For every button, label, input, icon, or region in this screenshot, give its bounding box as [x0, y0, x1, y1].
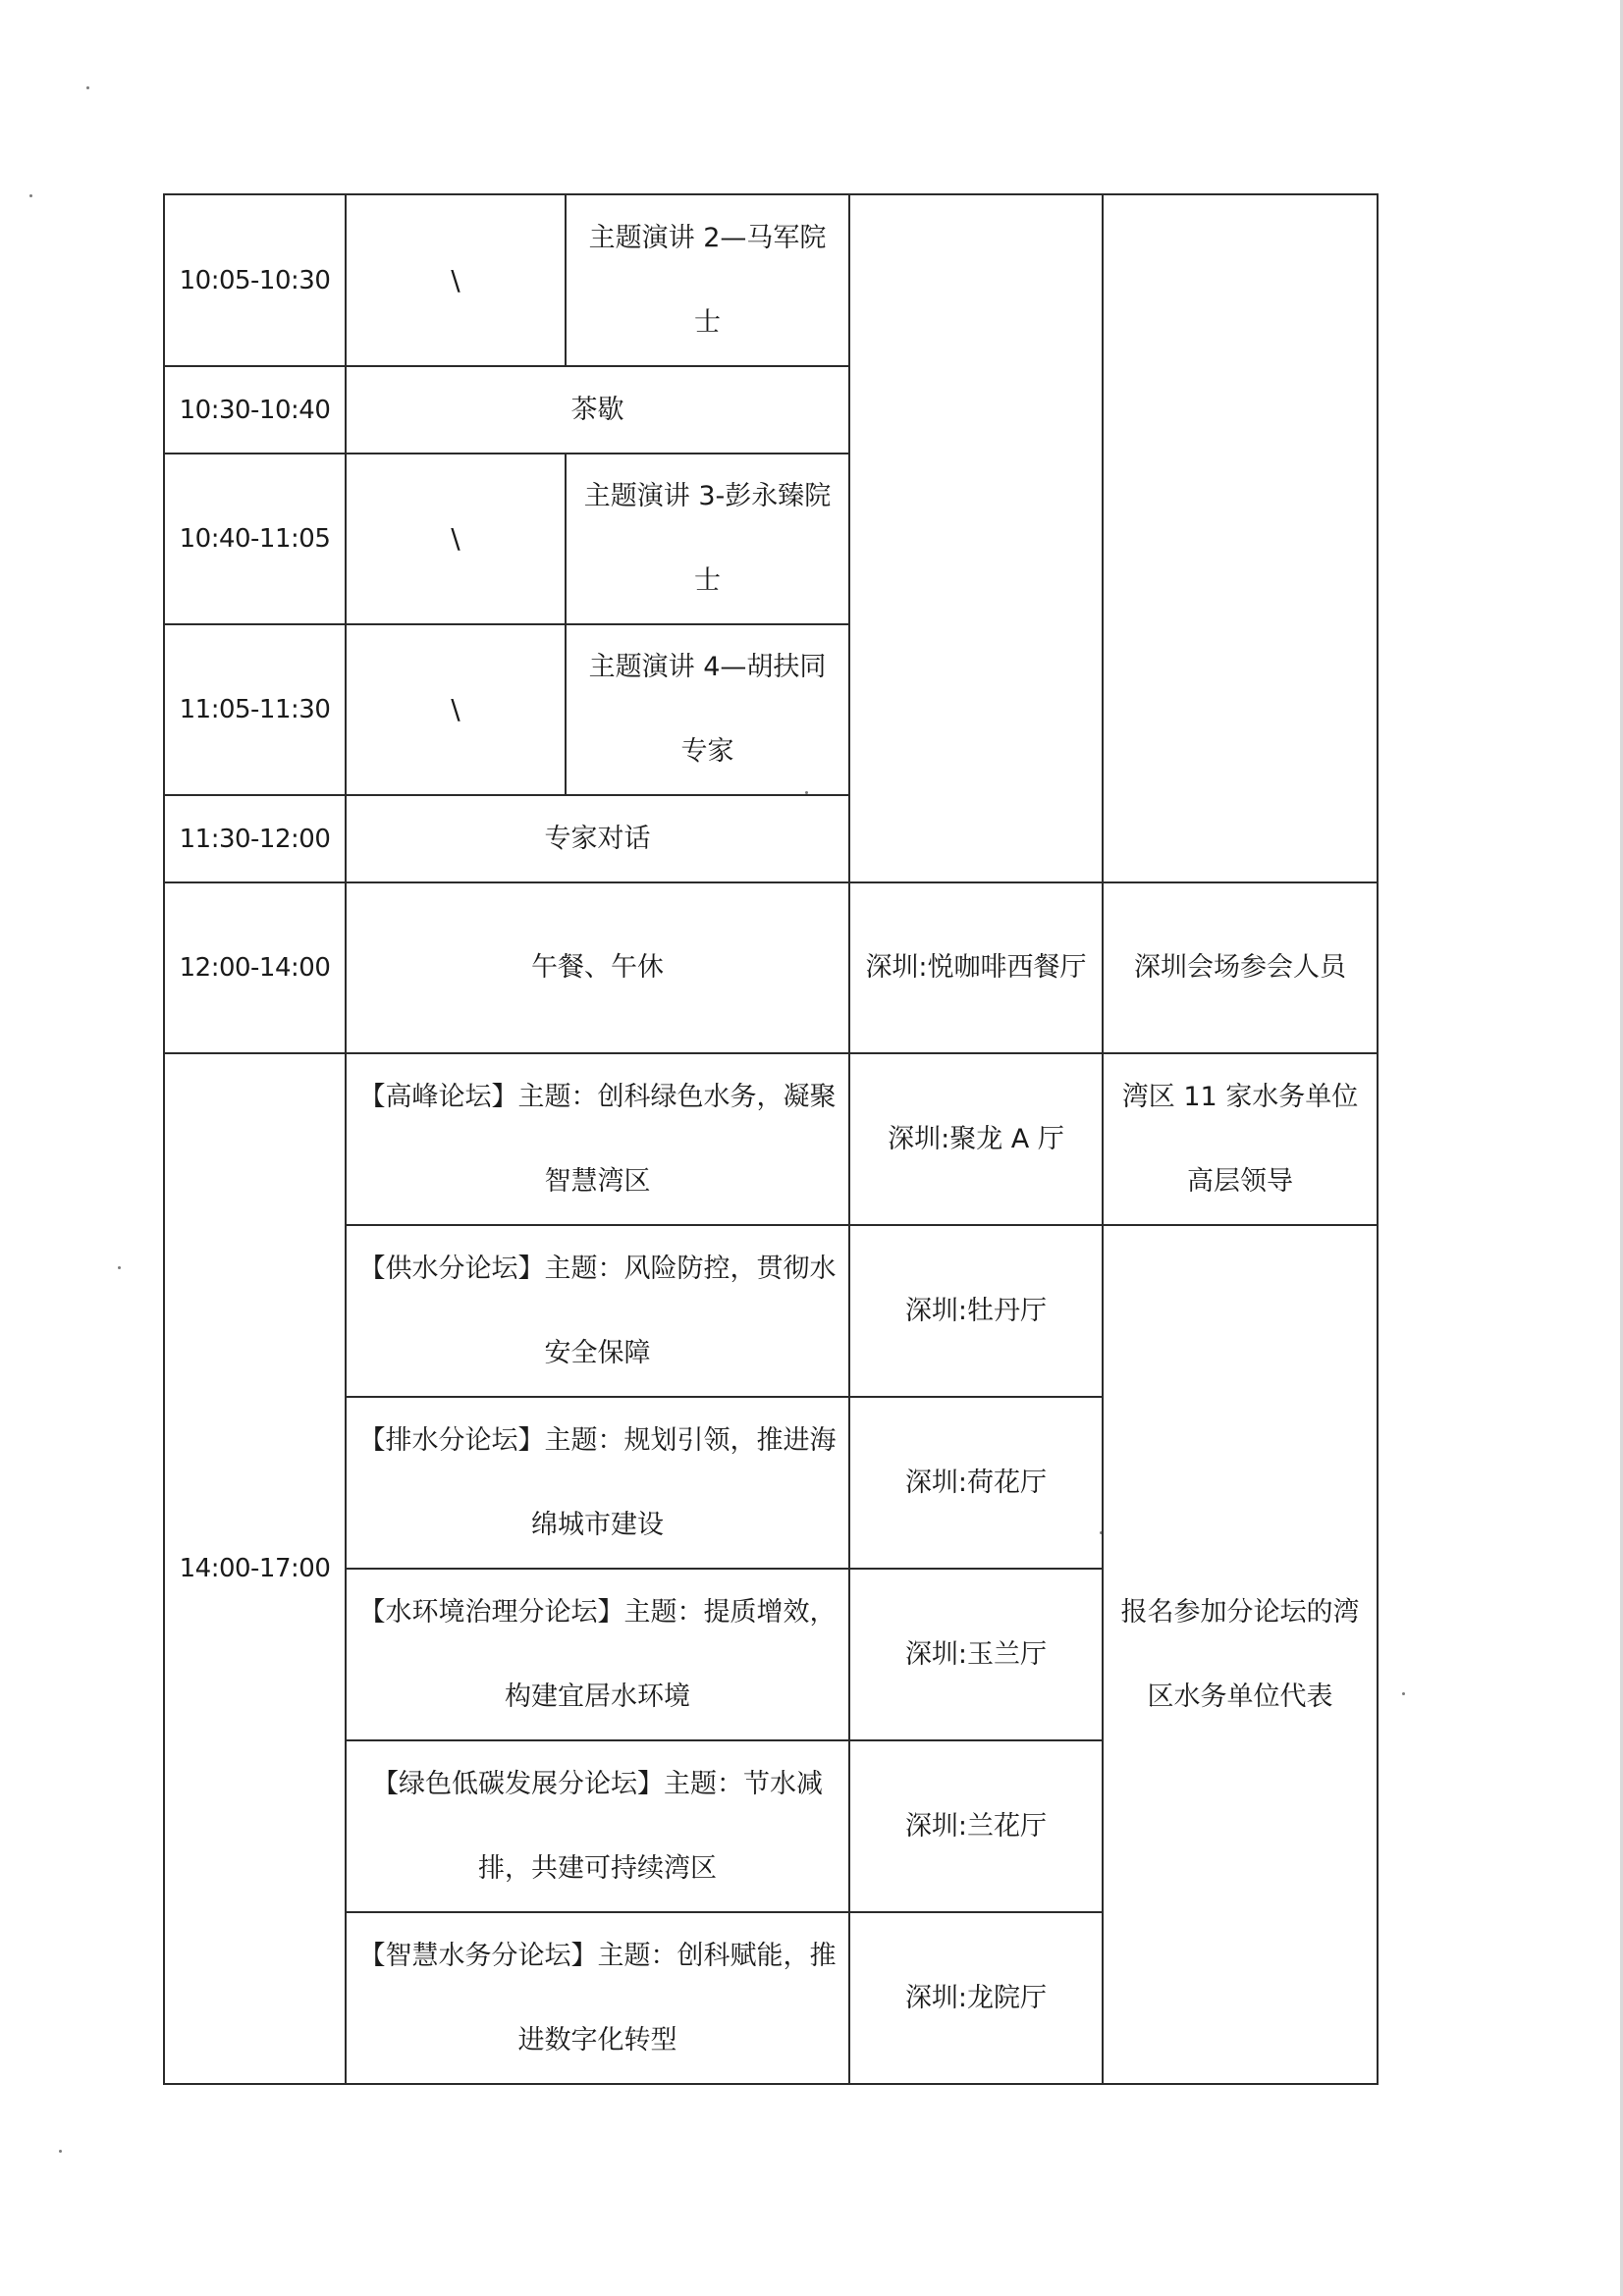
time-cell: 12:00-14:00	[164, 882, 346, 1053]
content-cell: 主题演讲 2—马军院士	[566, 194, 849, 366]
time-cell: 10:40-11:05	[164, 454, 346, 624]
scan-speck	[86, 86, 89, 89]
venue-cell: 深圳:兰花厅	[849, 1740, 1103, 1912]
forum-topic-cell: 【高峰论坛】主题：创科绿色水务，凝聚智慧湾区	[346, 1053, 849, 1225]
time-cell: 14:00-17:00	[164, 1053, 346, 2084]
venue-cell: 深圳:龙院厅	[849, 1912, 1103, 2084]
table-row	[164, 194, 1378, 366]
content-cell: 主题演讲 4—胡扶同专家	[566, 624, 849, 795]
venue-cell-empty	[849, 194, 1103, 882]
content-cell: 主题演讲 3-彭永臻院士	[566, 454, 849, 624]
time-cell: 10:30-10:40	[164, 366, 346, 454]
sub-forum-attendees-cell: 报名参加分论坛的湾区水务单位代表	[1103, 1225, 1378, 2084]
scan-speck	[29, 194, 32, 197]
scan-speck	[59, 2150, 62, 2153]
attendees-cell: 湾区 11 家水务单位高层领导	[1103, 1053, 1378, 1225]
forum-topic-cell: 【供水分论坛】主题：风险防控，贯彻水安全保障	[346, 1225, 849, 1397]
venue-cell: 深圳:荷花厅	[849, 1397, 1103, 1569]
blank-marker-cell: \	[346, 194, 566, 366]
venue-cell: 深圳:悦咖啡西餐厅	[849, 882, 1103, 1053]
scan-speck	[118, 1266, 121, 1269]
venue-cell: 深圳:牡丹厅	[849, 1225, 1103, 1397]
scan-speck	[1402, 1692, 1405, 1695]
forum-topic-cell: 【水环境治理分论坛】主题：提质增效，构建宜居水环境	[346, 1569, 849, 1740]
content-cell: 茶歇	[346, 366, 849, 454]
attendees-cell-empty	[1103, 194, 1378, 882]
time-cell: 11:05-11:30	[164, 624, 346, 795]
table-row	[164, 1053, 1378, 1225]
schedule-table	[163, 193, 1379, 2085]
attendees-cell: 深圳会场参会人员	[1103, 882, 1378, 1053]
table-row	[164, 882, 1378, 1053]
forum-topic-cell: 【绿色低碳发展分论坛】主题：节水减排，共建可持续湾区	[346, 1740, 849, 1912]
content-cell: 专家对话	[346, 795, 849, 882]
blank-marker-cell: \	[346, 624, 566, 795]
time-cell: 11:30-12:00	[164, 795, 346, 882]
forum-topic-cell: 【智慧水务分论坛】主题：创科赋能，推进数字化转型	[346, 1912, 849, 2084]
blank-marker-cell: \	[346, 454, 566, 624]
time-cell: 10:05-10:30	[164, 194, 346, 366]
table-row	[164, 1225, 1378, 1397]
venue-cell: 深圳:聚龙 A 厅	[849, 1053, 1103, 1225]
venue-cell: 深圳:玉兰厅	[849, 1569, 1103, 1740]
forum-topic-cell: 【排水分论坛】主题：规划引领，推进海绵城市建设	[346, 1397, 849, 1569]
content-cell: 午餐、午休	[346, 882, 849, 1053]
